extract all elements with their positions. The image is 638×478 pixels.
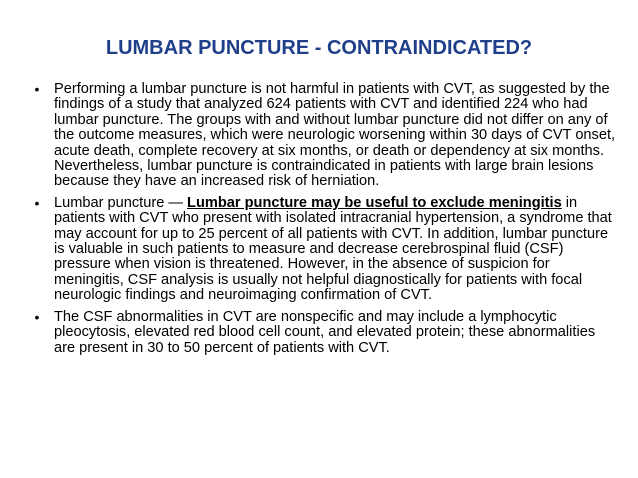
bullet-dot-icon: •	[34, 194, 40, 211]
bullet-emphasis-text: Lumbar puncture may be useful to exclude meningitis	[187, 194, 562, 211]
bullet-lead-text: Lumbar puncture —	[54, 194, 188, 211]
bullet-list	[28, 82, 618, 362]
bullet-dot-icon: •	[34, 308, 40, 325]
bullet-item	[28, 82, 618, 190]
bullet-item	[28, 196, 618, 304]
bullet-text: Performing a lumbar puncture is not harmful in patients with CVT, as suggested by the findings of a study that analyzed 624 patients with CVT and identified 224 who had lumbar puncture. The groups with and without lumbar puncture did not differ on any of the outcome measures, which were neurologic worsening within 30 days of CVT onset, acute death, complete recovery at six months, or death or dependency at six months. Nevertheless, lumbar puncture is contraindicated in patients with large brain lesions because they have an increased risk of herniation.	[54, 81, 616, 190]
bullet-rest-text: in patients with CVT who present with isolated intracranial hypertension, a syndrome that may account for up to 25 percent of all patients with CVT. In addition, lumbar puncture is valuable in such patients to measure and decrease cerebrospinal fluid (CSF) pressure when vision is threatened. However, in the absence of suspicion for meningitis, CSF analysis is usually not helpful diagnostically for patients with focal neurologic findings and neuroimaging confirmation of CVT.	[54, 194, 612, 304]
bullet-dot-icon: •	[34, 81, 40, 97]
bullet-item	[28, 310, 618, 356]
bullet-text: The CSF abnormalities in CVT are nonspecific and may include a lymphocytic pleocytosis, elevated red blood cell count, and elevated protein; these abnormalities are present in 30 to 50 percent of patients with CVT.	[54, 308, 596, 356]
slide-title: LUMBAR PUNCTURE - CONTRAINDICATED?	[105, 37, 533, 59]
